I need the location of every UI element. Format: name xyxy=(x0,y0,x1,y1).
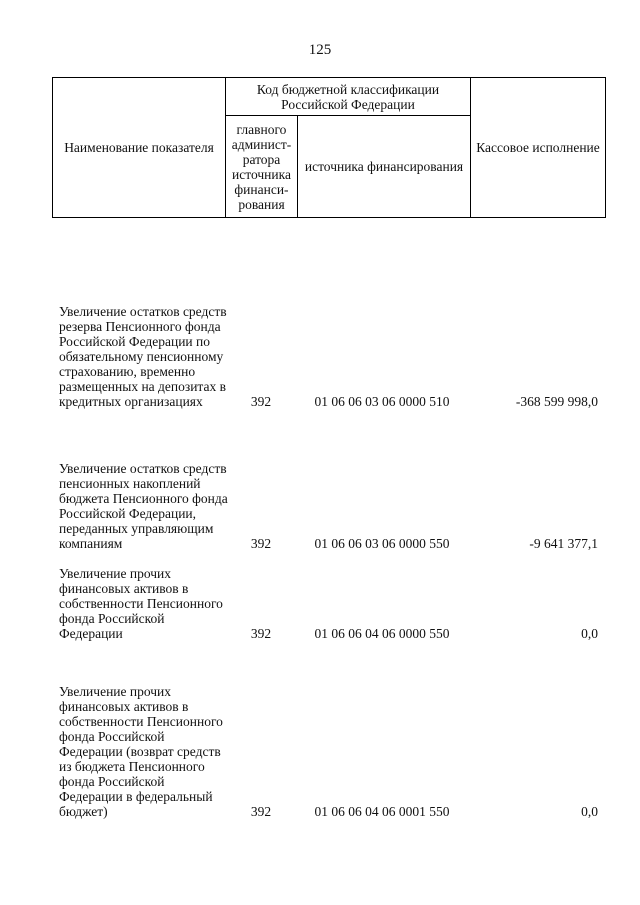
row-source-code: 01 06 06 03 06 0000 550 xyxy=(314,536,450,551)
row-name: Увеличение остатков средств пенсионных накоплений бюджета Пенсионного фонда Российской Федерации, переданных управляющим компаниям xyxy=(59,461,228,551)
row-name: Увеличение остатков средств резерва Пенсионного фонда Российской Федерации по обязательному пенсионному страхованию, временно размещенных на депозитах в кредитных организациях xyxy=(59,304,227,409)
table-row xyxy=(0,416,640,551)
row-name: Увеличение прочих финансовых активов в собственности Пенсионного фонда Российской Федерации xyxy=(59,566,223,641)
row-admin-code: 392 xyxy=(250,536,272,551)
row-amount: -368 599 998,0 xyxy=(515,394,598,409)
table-row xyxy=(0,557,640,641)
row-source-code: 01 06 06 04 06 0000 550 xyxy=(314,626,450,641)
page-number: 125 xyxy=(308,42,332,58)
table-header xyxy=(52,77,606,218)
row-admin-code: 392 xyxy=(250,804,272,819)
row-name: Увеличение прочих финансовых активов в собственности Пенсионного фонда Российской Федерации (возврат средств из бюджета Пенсионного фонда Российской Федерации в федеральный бюджет) xyxy=(59,684,223,819)
table-row xyxy=(0,236,640,409)
row-amount: 0,0 xyxy=(581,626,598,641)
row-source-code: 01 06 06 03 06 0000 510 xyxy=(314,394,450,409)
table-row xyxy=(0,647,640,819)
column-header-name: Наименование показателя xyxy=(53,78,226,218)
row-admin-code: 392 xyxy=(250,394,272,409)
column-header-admin: главного админист-ратора источника финанси-рования xyxy=(226,116,298,218)
row-amount: -9 641 377,1 xyxy=(529,536,598,551)
row-admin-code: 392 xyxy=(250,626,272,641)
column-header-source: источника финансирования xyxy=(298,116,471,218)
column-header-execution: Кассовое исполнение xyxy=(471,78,606,218)
row-amount: 0,0 xyxy=(581,804,598,819)
column-header-code-group: Код бюджетной классификации Российской Федерации xyxy=(226,78,471,116)
row-source-code: 01 06 06 04 06 0001 550 xyxy=(314,804,450,819)
